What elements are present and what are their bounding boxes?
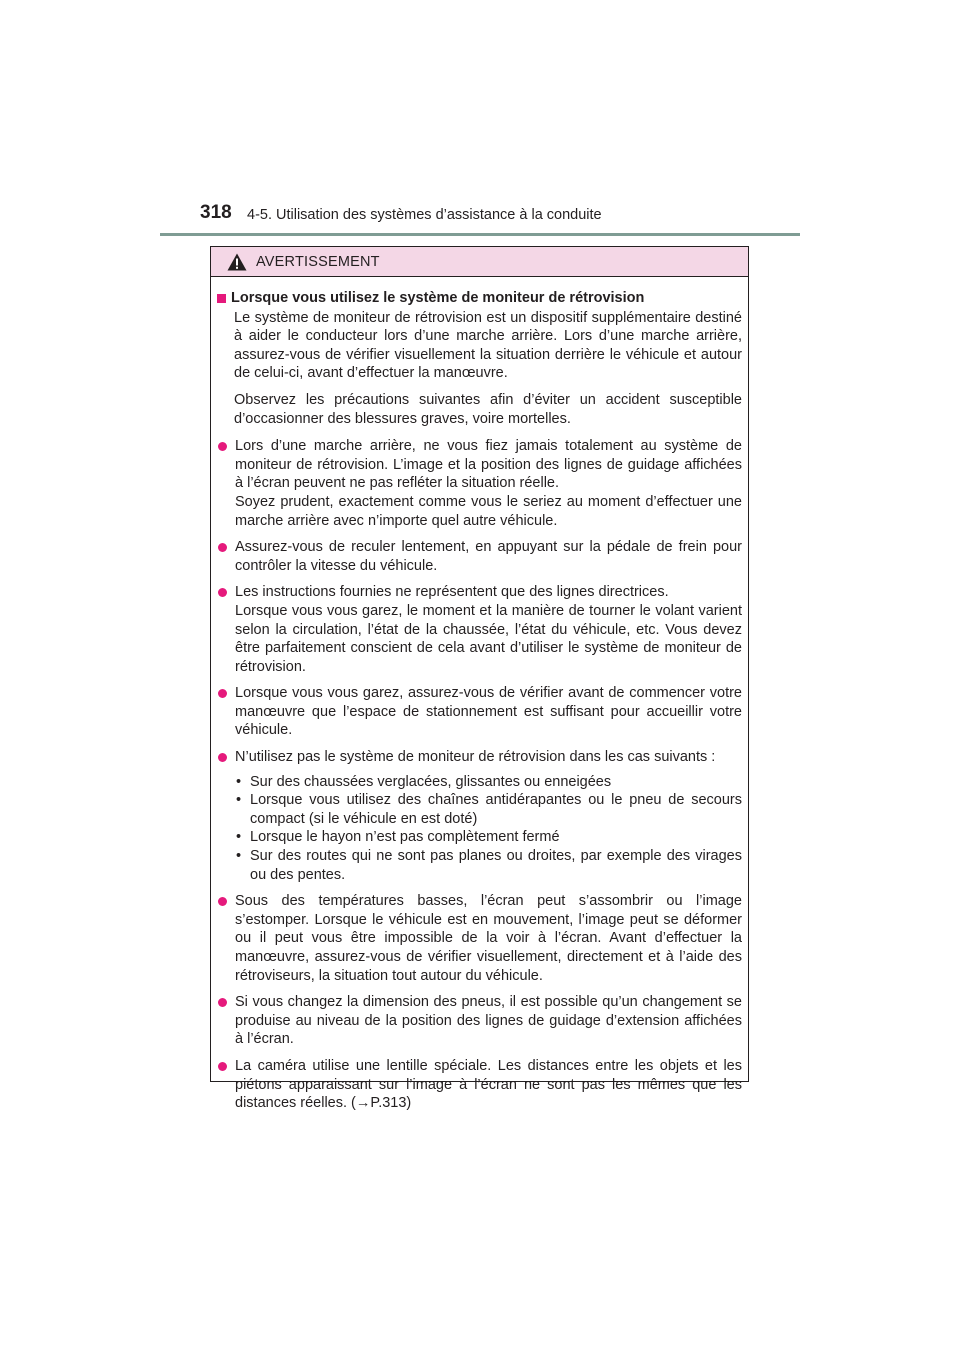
list-item-text [235,684,742,740]
precautions-list [217,437,742,1113]
list-item-line: Lors d’une marche arrière, ne vous fiez jamais totalement au système de moniteur de rétrovision. L’image et la position des lignes de guidage affichées à l’écran peuvent ne pas refléter la situation réelle. [235,438,742,492]
list-item [217,892,742,985]
circle-bullet-icon [218,753,227,762]
list-item-text [235,583,742,676]
list-item-line: Soyez prudent, exactement comme vous le seriez au moment d’effectuer une marche arrière avec n’importe quel autre véhicule. [235,493,742,529]
circle-bullet-icon [218,543,227,552]
warning-triangle-icon [227,253,247,271]
circle-bullet-icon [218,588,227,597]
list-item-line: Sous des températures basses, l’écran peut s’assombrir ou l’image s’estomper. Lorsque le véhicule est en mouvement, l’image peut se déformer ou il peut vous être impossible de la voir à l’écran. Avant d’effectuer la manœuvre, assurez-vous de vérifier visuellement, directement et à l’aide des rétroviseurs, la situation tout autour du véhicule. [235,893,742,984]
warning-header [211,247,748,277]
list-item [217,1057,742,1113]
list-item-line: La caméra utilise une lentille spéciale. Les distances entre les objets et les piétons apparaissant sur l’image à l’écran ne sont pas les mêmes que les distances réelles. (→P.313) [235,1057,742,1112]
section-title: 4-5. Utilisation des systèmes d’assistance à la conduite [247,207,602,223]
list-item-line: Lorsque vous vous garez, le moment et la manière de tourner le volant varient selon la circulation, l’état de la chaussée, l’état du véhicule, etc. Vous devez être parfaitement conscient de cela avant d’utiliser le système de moniteur de rétrovision. [235,602,742,675]
circle-bullet-icon [218,998,227,1007]
list-item [217,684,742,740]
list-item [217,748,742,884]
list-item-line: Assurez-vous de reculer lentement, en appuyant sur la pédale de frein pour contrôler la vitesse du véhicule. [235,539,742,574]
page-number: 318 [200,202,232,223]
list-item [217,993,742,1049]
circle-bullet-icon [218,689,227,698]
warning-content [211,277,748,1113]
list-item [217,437,742,530]
sub-list-item: • Sur des chaussées verglacées, glissantes ou enneigées [235,773,742,792]
circle-bullet-icon [218,1062,227,1071]
section-heading [217,289,742,308]
list-item-text [235,538,742,575]
list-item-text [235,1057,742,1113]
list-item-line: N’utilisez pas le système de moniteur de rétrovision dans les cas suivants : [235,749,716,766]
list-item-text [235,993,742,1049]
circle-bullet-icon [218,442,227,451]
warning-title: AVERTISSEMENT [256,253,380,270]
warning-box [210,246,749,1112]
sub-list-item: • Sur des routes qui ne sont pas planes ou droites, par exemple des virages ou des pentes. [235,847,742,884]
intro-paragraph: Le système de moniteur de rétrovision est un dispositif supplémentaire destiné à aider le conducteur lors d’une marche arrière. Lors d’une marche arrière, assurez-vous de vérifier visuellement la situation derrière le véhicule et autour de celui-ci, avant d’effectuer la manœuvre. [234,309,742,382]
sub-list-item: • Lorsque vous utilisez des chaînes antidérapantes ou le pneu de secours compact (si le véhicule en est doté) [235,791,742,828]
list-item [217,583,742,676]
square-bullet-icon [217,294,226,303]
sub-list-item: • Lorsque le hayon n’est pas complètement fermé [235,828,742,847]
list-item [217,538,742,575]
circle-bullet-icon [218,897,227,906]
intro-paragraph: Observez les précautions suivantes afin d’éviter un accident susceptible d’occasionner des blessures graves, voire mortelles. [234,391,742,427]
section-heading-text: Lorsque vous utilisez le système de moniteur de rétrovision [231,290,645,306]
list-item-text [235,748,742,884]
list-item-line: Si vous changez la dimension des pneus, il est possible qu’un changement se produise au niveau de la position des lignes de guidage d’extension affichées à l’écran. [235,994,742,1048]
list-item-text [235,437,742,530]
header-rule [160,233,800,236]
list-item-line: Les instructions fournies ne représentent que des lignes directrices. [235,584,669,601]
list-item-text [235,892,742,985]
list-item-line: Lorsque vous vous garez, assurez-vous de vérifier avant de commencer votre manœuvre que l’espace de stationnement est suffisant pour accueillir votre véhicule. [235,685,742,739]
sub-list [235,773,742,885]
